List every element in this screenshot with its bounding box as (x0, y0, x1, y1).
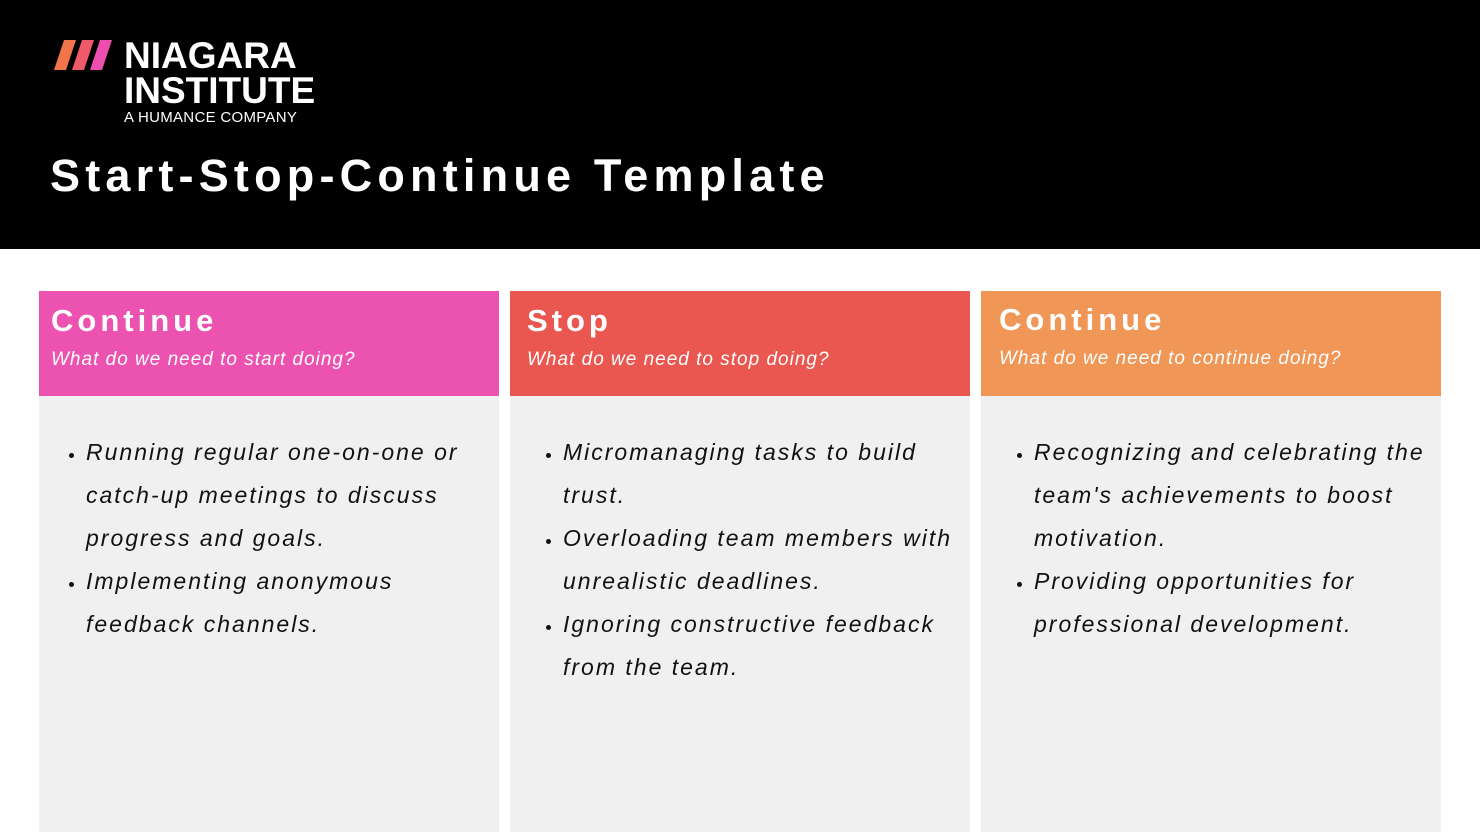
logo-line-2: INSTITUTE (124, 70, 316, 111)
page-title: Start-Stop-Continue Template (50, 150, 830, 201)
column-continue-title: Continue (999, 302, 1166, 337)
column-stop-title: Stop (527, 303, 612, 338)
list-item: • Providing opportunities for professional development. (1034, 560, 1434, 646)
logo-stripes-icon (54, 40, 120, 70)
column-stop-header (510, 291, 970, 396)
list-item: • Implementing anonymous feedback channels. (86, 560, 486, 646)
column-continue (981, 291, 1441, 832)
list-item: • Overloading team members with unrealistic deadlines. (563, 517, 963, 603)
column-start-subtitle: What do we need to start doing? (51, 349, 356, 370)
column-continue-subtitle: What do we need to continue doing? (999, 348, 1342, 369)
list-item: • Running regular one-on-one or catch-up meetings to discuss progress and goals. (86, 431, 486, 560)
logo-line-1: NIAGARA (124, 35, 297, 76)
list-item: • Recognizing and celebrating the team's achievements to boost motivation. (1034, 431, 1434, 560)
list-item: • Micromanaging tasks to build trust. (563, 431, 963, 517)
column-stop-subtitle: What do we need to stop doing? (527, 349, 830, 370)
logo-tagline: A HUMANCE COMPANY (124, 109, 298, 126)
column-continue-header (981, 291, 1441, 396)
column-start-list (86, 431, 486, 646)
column-start-header (39, 291, 499, 396)
niagara-institute-logo (54, 35, 344, 128)
column-continue-list (1034, 431, 1434, 646)
header-banner (0, 0, 1480, 249)
column-start (39, 291, 499, 832)
column-stop-list (563, 431, 963, 689)
column-start-title: Continue (51, 303, 218, 338)
column-stop (510, 291, 970, 832)
list-item: • Ignoring constructive feedback from the team. (563, 603, 963, 689)
